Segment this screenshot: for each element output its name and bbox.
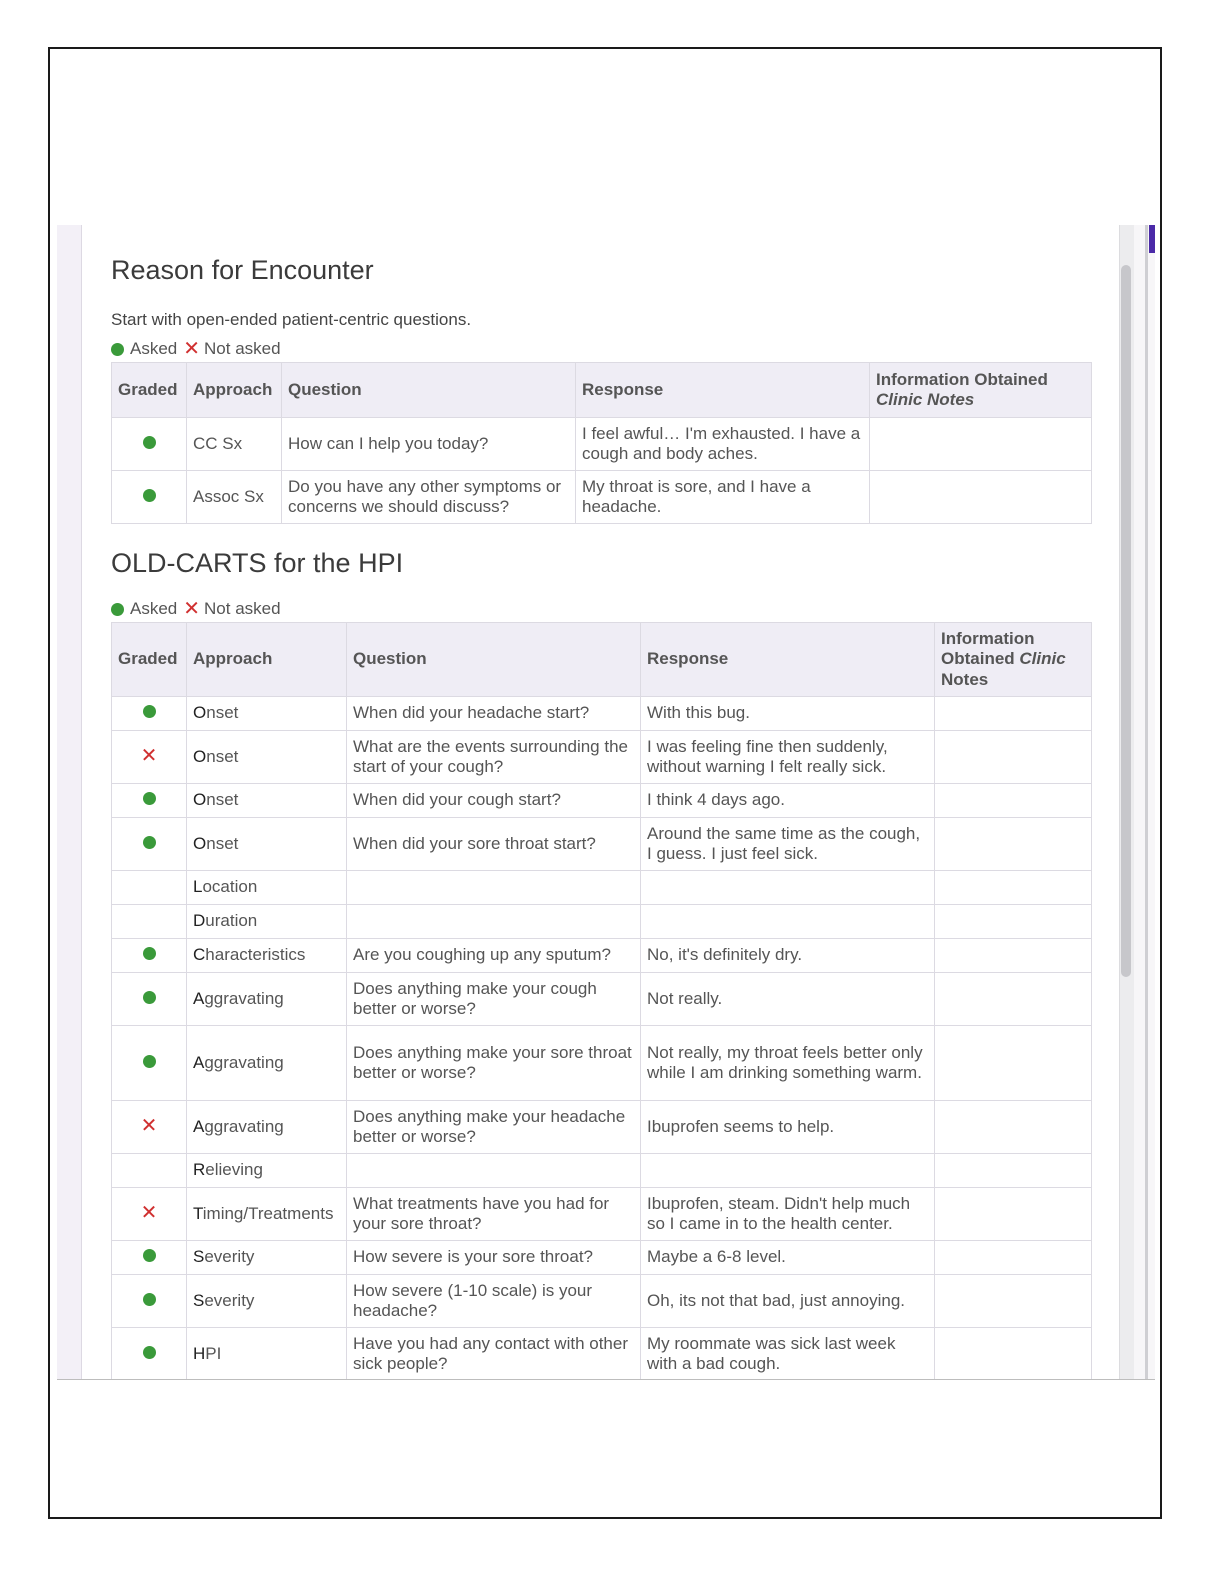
- col-info-tail: Notes: [941, 669, 989, 689]
- notes-cell: [935, 784, 1092, 818]
- asked-dot-icon: [143, 1249, 156, 1262]
- graded-cell: [112, 1154, 187, 1188]
- col-info-italic: Clinic Notes: [876, 390, 975, 409]
- reason-table-body: [112, 418, 1092, 524]
- screen-capture: [57, 225, 1155, 1380]
- graded-cell: [112, 973, 187, 1026]
- oldcarts-section-title: OLD-CARTS for the HPI: [111, 548, 404, 578]
- asked-dot-icon: [143, 1055, 156, 1068]
- question-cell: When did your cough start?: [347, 784, 641, 818]
- table-row: [112, 1154, 1092, 1188]
- response-cell: Ibuprofen seems to help.: [641, 1101, 935, 1154]
- notes-cell: [935, 973, 1092, 1026]
- col-approach: Approach: [187, 623, 347, 697]
- notes-cell: [935, 1101, 1092, 1154]
- approach-cell: Severity: [187, 1241, 347, 1275]
- notes-cell: [935, 1241, 1092, 1275]
- approach-cell: HPI: [187, 1328, 347, 1381]
- asked-dot-icon: [143, 489, 156, 502]
- question-cell: When did your sore throat start?: [347, 818, 641, 871]
- legend-asked-label: Asked: [130, 339, 178, 358]
- asked-dot-icon: [143, 705, 156, 718]
- approach-cell: Severity: [187, 1275, 347, 1328]
- table-row: [112, 871, 1092, 905]
- response-cell: Not really, my throat feels better only while I am drinking something warm.: [641, 1026, 935, 1101]
- not-asked-x-icon: ✕: [183, 338, 201, 360]
- graded-cell: [112, 1275, 187, 1328]
- question-cell: How severe is your sore throat?: [347, 1241, 641, 1275]
- question-cell: What treatments have you had for your sore throat?: [347, 1188, 641, 1241]
- asked-dot-icon: [143, 1293, 156, 1306]
- notes-cell: [935, 1328, 1092, 1381]
- approach-cell: Onset: [187, 818, 347, 871]
- response-cell: Not really.: [641, 973, 935, 1026]
- response-cell: [641, 1154, 935, 1188]
- response-cell: [641, 905, 935, 939]
- response-cell: My roommate was sick last week with a bad cough.: [641, 1328, 935, 1381]
- approach-cell: Relieving: [187, 1154, 347, 1188]
- graded-cell: [112, 1188, 187, 1241]
- col-info: [935, 623, 1092, 697]
- notes-cell: [935, 871, 1092, 905]
- graded-cell: [112, 1101, 187, 1154]
- not-asked-x-icon: ✕: [183, 598, 201, 620]
- graded-cell: [112, 731, 187, 784]
- table-row: [112, 973, 1092, 1026]
- asked-dot-icon: [111, 603, 124, 616]
- table-row: [112, 471, 1092, 524]
- response-cell: My throat is sore, and I have a headache.: [576, 471, 870, 524]
- approach-cell: Aggravating: [187, 1026, 347, 1101]
- notes-cell: [935, 818, 1092, 871]
- asked-dot-icon: [143, 436, 156, 449]
- notes-cell: [935, 697, 1092, 731]
- response-cell: With this bug.: [641, 697, 935, 731]
- reason-section-title: Reason for Encounter: [111, 255, 374, 285]
- table-row: [112, 1241, 1092, 1275]
- graded-cell: [112, 871, 187, 905]
- notes-cell: [935, 1154, 1092, 1188]
- question-cell: Have you had any contact with other sick people?: [347, 1328, 641, 1381]
- response-cell: I think 4 days ago.: [641, 784, 935, 818]
- notes-cell: [870, 471, 1092, 524]
- accent-bar: [1149, 225, 1155, 253]
- response-cell: Maybe a 6-8 level.: [641, 1241, 935, 1275]
- asked-dot-icon: [143, 1346, 156, 1359]
- graded-cell: [112, 939, 187, 973]
- approach-cell: Assoc Sx: [187, 471, 282, 524]
- not-asked-x-icon: ✕: [140, 745, 158, 768]
- not-asked-x-icon: ✕: [140, 1202, 158, 1225]
- approach-cell: Duration: [187, 905, 347, 939]
- notes-cell: [935, 1188, 1092, 1241]
- graded-cell: [112, 905, 187, 939]
- question-cell: How severe (1-10 scale) is your headache?: [347, 1275, 641, 1328]
- graded-cell: [112, 471, 187, 524]
- not-asked-x-icon: ✕: [140, 1115, 158, 1138]
- notes-cell: [935, 1275, 1092, 1328]
- legend-not-asked-label: Not asked: [204, 599, 281, 618]
- graded-cell: [112, 1026, 187, 1101]
- table-row: [112, 784, 1092, 818]
- col-info-italic: Clinic: [1019, 649, 1066, 669]
- question-cell: [347, 871, 641, 905]
- question-cell: [347, 905, 641, 939]
- asked-dot-icon: [111, 343, 124, 356]
- asked-dot-icon: [143, 947, 156, 960]
- table-row: [112, 939, 1092, 973]
- reason-legend: [111, 339, 281, 359]
- graded-cell: [112, 784, 187, 818]
- question-cell: What are the events surrounding the start of your cough?: [347, 731, 641, 784]
- col-question: Question: [282, 363, 576, 418]
- approach-cell: Onset: [187, 731, 347, 784]
- graded-cell: [112, 1328, 187, 1381]
- table-row: [112, 1101, 1092, 1154]
- table-row: [112, 1275, 1092, 1328]
- question-cell: Does anything make your headache better or worse?: [347, 1101, 641, 1154]
- graded-cell: [112, 697, 187, 731]
- question-cell: Does anything make your cough better or worse?: [347, 973, 641, 1026]
- col-info-main: Information Obtained: [941, 628, 1035, 669]
- approach-cell: Aggravating: [187, 973, 347, 1026]
- oldcarts-header-row: [112, 623, 1092, 697]
- table-row: [112, 818, 1092, 871]
- notes-cell: [935, 905, 1092, 939]
- approach-cell: CC Sx: [187, 418, 282, 471]
- approach-cell: Onset: [187, 697, 347, 731]
- response-cell: I feel awful… I'm exhausted. I have a cough and body aches.: [576, 418, 870, 471]
- table-row: [112, 418, 1092, 471]
- response-cell: I was feeling fine then suddenly, without warning I felt really sick.: [641, 731, 935, 784]
- table-row: [112, 697, 1092, 731]
- response-cell: [641, 871, 935, 905]
- approach-cell: Location: [187, 871, 347, 905]
- oldcarts-legend: [111, 599, 281, 619]
- question-cell: How can I help you today?: [282, 418, 576, 471]
- response-cell: Oh, its not that bad, just annoying.: [641, 1275, 935, 1328]
- col-response: Response: [576, 363, 870, 418]
- response-cell: Around the same time as the cough, I guess. I just feel sick.: [641, 818, 935, 871]
- approach-cell: Timing/Treatments: [187, 1188, 347, 1241]
- table-row: [112, 1026, 1092, 1101]
- col-info: [870, 363, 1092, 418]
- reason-header-row: [112, 363, 1092, 418]
- graded-cell: [112, 1241, 187, 1275]
- asked-dot-icon: [143, 792, 156, 805]
- graded-cell: [112, 418, 187, 471]
- col-graded: Graded: [112, 363, 187, 418]
- graded-cell: [112, 818, 187, 871]
- asked-dot-icon: [143, 836, 156, 849]
- legend-asked-label: Asked: [130, 599, 178, 618]
- approach-cell: Aggravating: [187, 1101, 347, 1154]
- question-cell: Does anything make your sore throat better or worse?: [347, 1026, 641, 1101]
- legend-not-asked-label: Not asked: [204, 339, 281, 358]
- oldcarts-table: [111, 622, 1092, 1380]
- reason-instructions: Start with open-ended patient-centric questions.: [111, 310, 472, 329]
- left-sidebar-strip: [57, 225, 82, 1379]
- response-cell: Ibuprofen, steam. Didn't help much so I came in to the health center.: [641, 1188, 935, 1241]
- question-cell: Are you coughing up any sputum?: [347, 939, 641, 973]
- table-row: [112, 905, 1092, 939]
- notes-cell: [935, 731, 1092, 784]
- table-row: [112, 1188, 1092, 1241]
- col-graded: Graded: [112, 623, 187, 697]
- col-approach: Approach: [187, 363, 282, 418]
- notes-cell: [870, 418, 1092, 471]
- right-divider: [1145, 225, 1148, 1379]
- reason-table: [111, 362, 1092, 524]
- question-cell: When did your headache start?: [347, 697, 641, 731]
- notes-cell: [935, 939, 1092, 973]
- scrollbar-thumb[interactable]: [1121, 265, 1131, 977]
- question-cell: Do you have any other symptoms or concerns we should discuss?: [282, 471, 576, 524]
- response-cell: No, it's definitely dry.: [641, 939, 935, 973]
- col-info-main: Information Obtained: [876, 369, 1048, 389]
- approach-cell: Characteristics: [187, 939, 347, 973]
- col-response: Response: [641, 623, 935, 697]
- oldcarts-table-body: [112, 697, 1092, 1381]
- table-row: [112, 731, 1092, 784]
- asked-dot-icon: [143, 991, 156, 1004]
- col-question: Question: [347, 623, 641, 697]
- notes-cell: [935, 1026, 1092, 1101]
- approach-cell: Onset: [187, 784, 347, 818]
- question-cell: [347, 1154, 641, 1188]
- table-row: [112, 1328, 1092, 1381]
